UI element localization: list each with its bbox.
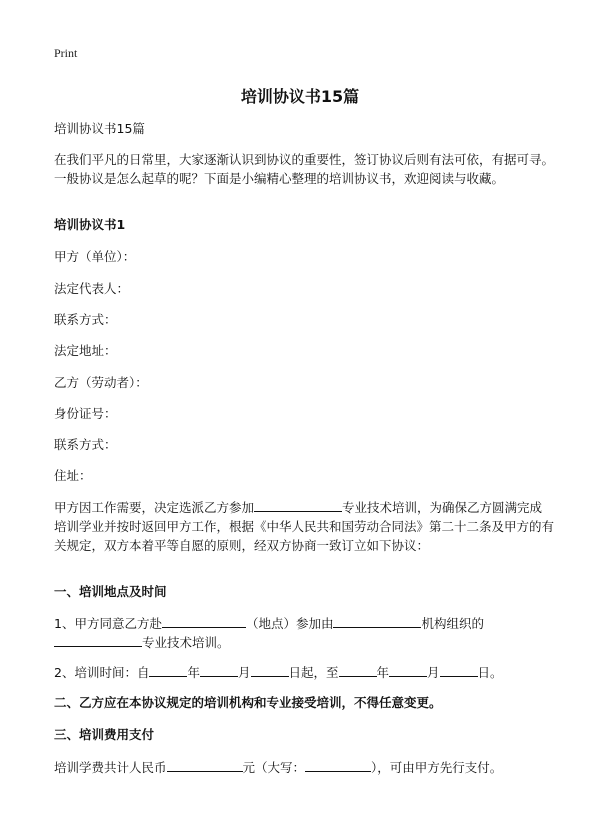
item2-part6: 月	[427, 665, 440, 680]
field-address: 住址：	[54, 468, 92, 483]
item1-part3: 机构组织的	[421, 616, 484, 631]
field-contact-a: 联系方式：	[54, 312, 117, 327]
item2-part7: 日。	[477, 665, 503, 680]
intro-paragraph: 在我们平凡的日常里，大家逐渐认识到协议的重要性，签订协议后则有法可依，有据可寻。一般协议是怎么起草的呢？下面是小编精心整理的培训协议书，欢迎阅读与收藏。	[54, 152, 555, 186]
blank-end-year	[339, 663, 377, 677]
item2-part5: 年	[376, 665, 390, 680]
blank-start-year	[149, 663, 187, 677]
blank-institution	[333, 614, 421, 628]
heading-fee-payment: 三、培训费用支付	[54, 727, 155, 742]
field-id-number: 身份证号：	[54, 406, 117, 421]
blank-start-day	[251, 663, 289, 677]
item1-part4: 专业技术培训。	[142, 635, 230, 650]
body-text-part2: 专业技术培训，为确保乙方圆满完成培训学业并按时返回甲方工作，根据《中华人民共和国劳动合同法》第二十二条及甲方的有关规定，双方本着平等自愿的原则，经双方协商一致订立如下协议：	[54, 500, 555, 553]
item-2-training-time	[54, 663, 503, 682]
blank-end-month	[389, 663, 427, 677]
fee-line	[54, 758, 502, 777]
item2-part2: 年	[187, 665, 200, 680]
fee-part1: 培训学费共计人民币	[54, 760, 167, 775]
item2-part4: 日起，至	[288, 665, 339, 680]
heading-location-time: 一、培训地点及时间	[54, 584, 167, 599]
blank-start-month	[200, 663, 238, 677]
blank-training-field	[254, 498, 342, 512]
page-title: 培训协议书15篇	[240, 87, 360, 106]
section-heading-agreement-1: 培训协议书1	[54, 217, 126, 232]
fee-part3: ），可由甲方先行支付。	[371, 760, 503, 775]
field-party-b: 乙方（劳动者）：	[54, 375, 148, 390]
field-party-a: 甲方（单位）：	[54, 249, 136, 264]
field-legal-rep: 法定代表人：	[54, 281, 130, 296]
body-text-part1: 甲方因工作需要，决定选派乙方参加	[54, 500, 255, 515]
field-contact-b: 联系方式：	[54, 437, 117, 452]
heading-no-change: 二、乙方应在本协议规定的培训机构和专业接受培训，不得任意变更。	[54, 695, 442, 710]
blank-end-day	[440, 663, 478, 677]
body-paragraph	[54, 498, 554, 555]
blank-specialty	[54, 633, 142, 647]
blank-fee-amount	[167, 758, 243, 772]
fee-part2: 元（大写：	[242, 760, 306, 775]
item1-part1: 1、甲方同意乙方赴	[54, 616, 162, 631]
blank-fee-uppercase	[305, 758, 371, 772]
item2-part1: 2、培训时间：自	[54, 665, 150, 680]
field-legal-address: 法定地址：	[54, 343, 117, 358]
item-1-paragraph	[54, 614, 554, 652]
item1-part2: （地点）参加由	[245, 616, 334, 631]
print-label: Print	[54, 46, 78, 60]
blank-location	[162, 614, 246, 628]
document-subtitle: 培训协议书15篇	[54, 121, 145, 136]
item2-part3: 月	[237, 665, 251, 680]
